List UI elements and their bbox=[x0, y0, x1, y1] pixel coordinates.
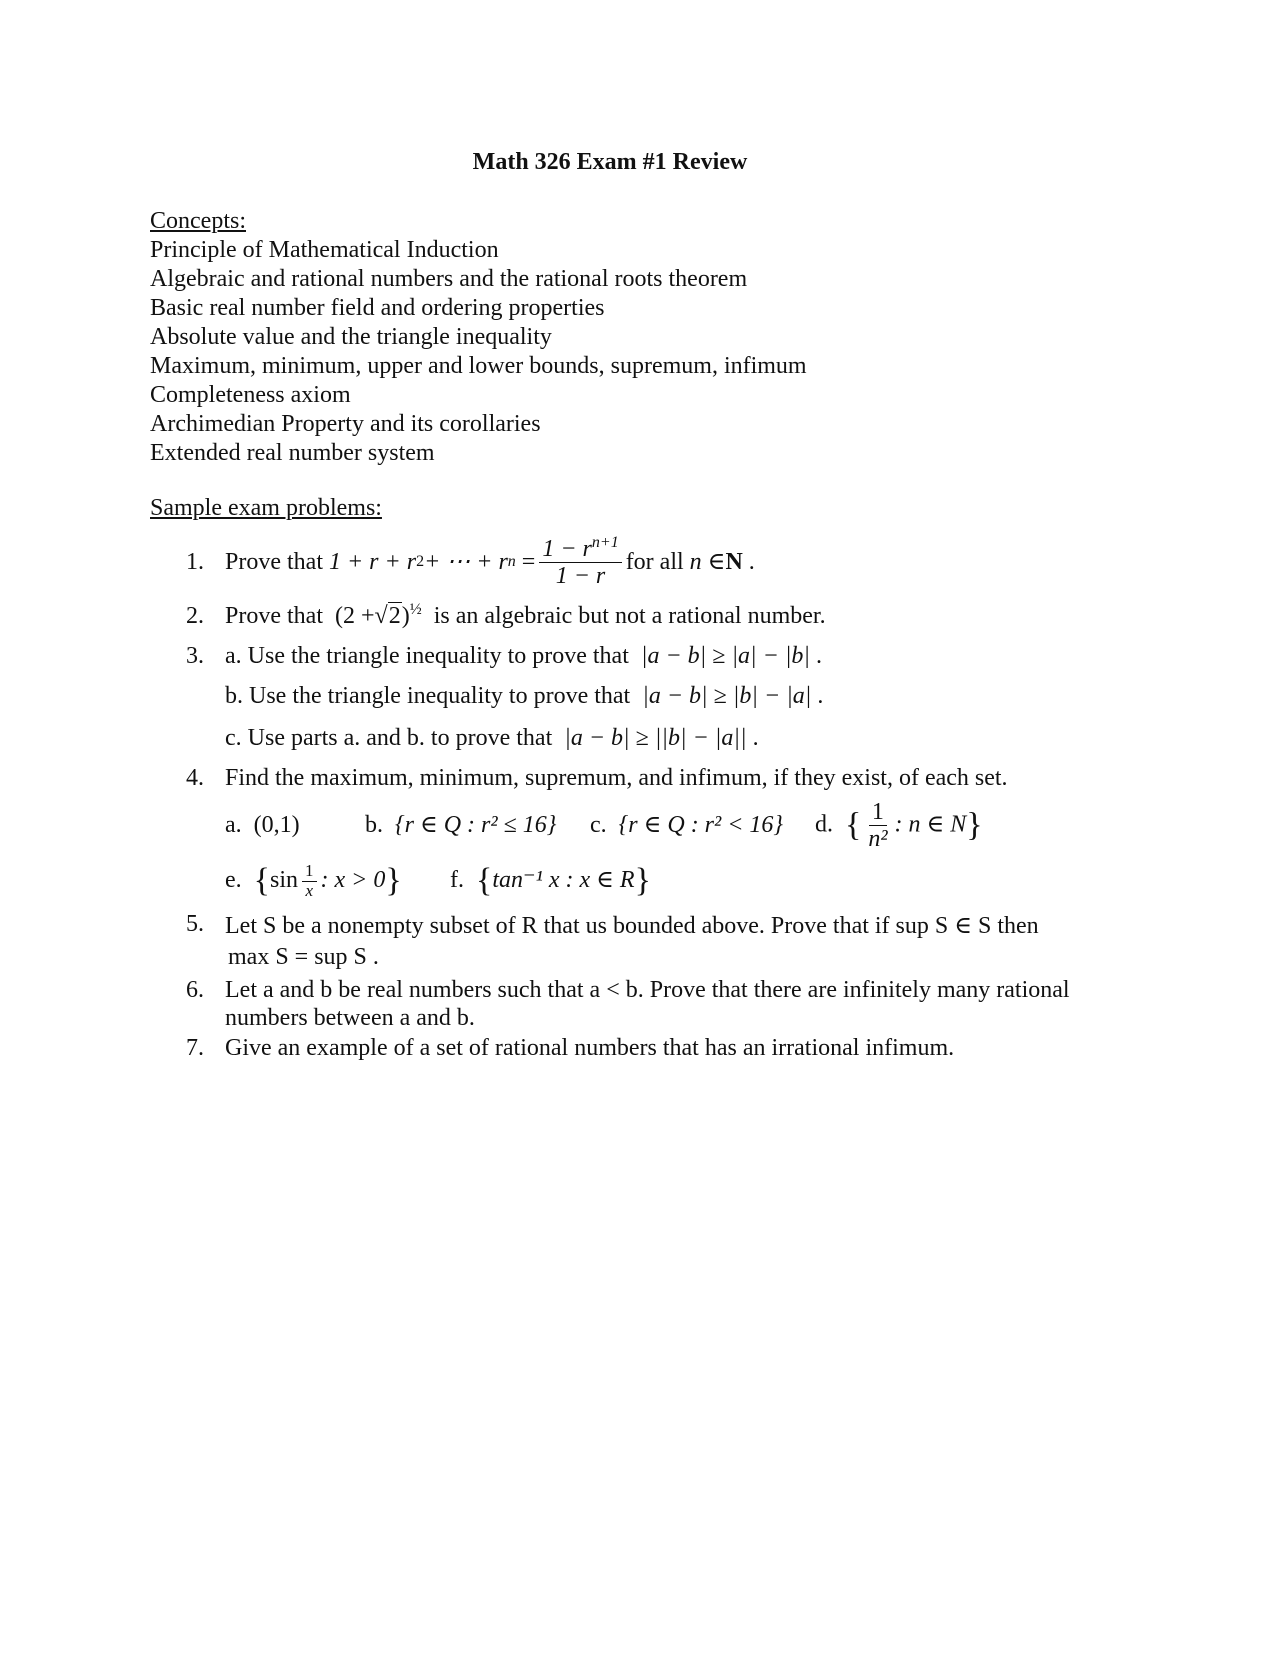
p4-d-den: n² bbox=[868, 825, 888, 852]
problem-number: 6. bbox=[186, 977, 204, 1004]
p4-b-label: b. bbox=[365, 811, 383, 838]
problem-number: 4. bbox=[186, 765, 204, 792]
p4-b-expr: {r ∈ Q : r² ≤ 16} bbox=[395, 811, 557, 838]
concept-item: Archimedian Property and its corollaries bbox=[150, 410, 541, 437]
p4-e-num: 1 bbox=[302, 862, 317, 882]
p4-part-a bbox=[225, 811, 365, 840]
concept-item: Maximum, minimum, upper and lower bounds, supremum, infimum bbox=[150, 352, 807, 379]
problem-number: 5. bbox=[186, 911, 204, 938]
problem-number: 3. bbox=[186, 643, 204, 670]
p2-prefix: Prove that bbox=[225, 603, 323, 630]
p4-d-rest: : n ∈ N bbox=[894, 810, 967, 837]
problem-number: 2. bbox=[186, 603, 204, 630]
p2-exp: ½ bbox=[409, 601, 422, 619]
concepts-heading: Concepts: bbox=[150, 207, 246, 234]
concept-item: Extended real number system bbox=[150, 439, 435, 466]
document-page bbox=[150, 148, 1150, 1062]
problem-number: 1. bbox=[186, 549, 204, 576]
p4-d-fraction bbox=[865, 799, 890, 853]
p4-text: Find the maximum, minimum, supremum, and infimum, if they exist, of each set. bbox=[225, 765, 1008, 792]
p2-suffix: is an algebraic but not a rational number. bbox=[433, 603, 826, 630]
p4-c-label: c. bbox=[590, 811, 607, 838]
problems-heading: Sample exam problems: bbox=[150, 494, 382, 521]
p4-row-2 bbox=[225, 856, 1150, 906]
p3-c-expr: |a − b| ≥ ||b| − |a|| bbox=[564, 725, 747, 752]
p4-a-label: a. bbox=[225, 811, 242, 838]
p3-part-b bbox=[225, 682, 1150, 724]
problem-3 bbox=[150, 642, 1150, 764]
concept-item: Basic real number field and ordering properties bbox=[150, 294, 605, 321]
p4-d-num: 1 bbox=[869, 799, 887, 826]
concept-item: Principle of Mathematical Induction bbox=[150, 236, 499, 263]
problems-list bbox=[150, 530, 1150, 1062]
p4-f-label: f. bbox=[450, 866, 464, 893]
p4-f-expr: tan⁻¹ x : x ∈ R bbox=[492, 866, 635, 893]
p4-e-pre: sin bbox=[269, 866, 298, 893]
p4-e-den: x bbox=[305, 880, 314, 900]
p3-c-text: c. Use parts a. and b. to prove that bbox=[225, 725, 553, 752]
problem-2: 2. Prove that $(2 +√2)^{\frac{1}{2}}$ is an algebraic but not a rational number. bbox=[186, 601, 826, 630]
p3-b-expr: |a − b| ≥ |b| − |a| bbox=[642, 683, 812, 710]
p4-e-fraction bbox=[302, 862, 317, 900]
p4-part-f: f. {tan⁻¹ x : x ∈ R} bbox=[450, 861, 651, 899]
problem-5 bbox=[150, 910, 1150, 972]
problem-1: 1. Prove that 1 + r + r 2 + ⋯ + r n = $\frac{1 - r^{n+1}}{1 - r}$ for all n ∈ N . bbox=[186, 533, 755, 589]
p3-a-expr: |a − b| ≥ |a| − |b| bbox=[640, 643, 811, 670]
p1-eq: = bbox=[521, 548, 536, 575]
p5-line-2: max S = sup S . bbox=[228, 944, 379, 971]
problem-6 bbox=[150, 976, 1150, 1032]
p1-suffix: for all bbox=[625, 548, 684, 575]
p1-frac-top-exp: n+1 bbox=[591, 533, 619, 551]
p1-prefix: Prove that bbox=[225, 548, 323, 575]
p1-frac-bot: 1 − r bbox=[555, 562, 606, 589]
p7-text: Give an example of a set of rational numbers that has an irrational infimum. bbox=[225, 1035, 955, 1062]
p4-e-label: e. bbox=[225, 866, 242, 893]
p2-expr-open: (2 + bbox=[334, 603, 375, 630]
p1-frac-top: 1 − r bbox=[542, 535, 592, 562]
p4-a-expr: (0,1) bbox=[253, 811, 300, 838]
concept-item: Absolute value and the triangle inequality bbox=[150, 323, 552, 350]
p2-sqrt: 2 bbox=[388, 603, 401, 630]
p4-d-label: d. bbox=[815, 810, 833, 837]
p1-lhs: 1 + r + r bbox=[328, 548, 417, 575]
p4-e-rest: : x > 0 bbox=[320, 866, 386, 893]
p4-c-expr: {r ∈ Q : r² < 16} bbox=[618, 811, 784, 838]
concept-item: Completeness axiom bbox=[150, 381, 351, 408]
p4-part-e: e. {sin $\frac{1}{x}$ : x > 0} bbox=[225, 861, 402, 900]
p5-line-1: Let S be a nonempty subset of R that us bounded above. Prove that if sup S ∈ S then bbox=[225, 913, 1039, 940]
p3-b-end: . bbox=[817, 683, 824, 710]
p2-expr-close: ) bbox=[401, 603, 410, 630]
page-title: Math 326 Exam #1 Review bbox=[472, 149, 748, 175]
p4-row-1 bbox=[225, 794, 1150, 856]
p4-part-c bbox=[590, 811, 815, 840]
p1-lhs-mid: + ⋯ + r bbox=[424, 548, 508, 575]
problem-7 bbox=[150, 1034, 1150, 1062]
concept-item: Algebraic and rational numbers and the rational roots theorem bbox=[150, 265, 748, 292]
problem-4 bbox=[150, 764, 1150, 906]
problem-number: 7. bbox=[186, 1035, 204, 1062]
p3-a-text: a. Use the triangle inequality to prove that bbox=[225, 643, 629, 670]
p3-part-c bbox=[225, 724, 1150, 764]
p3-a-end: . bbox=[816, 643, 823, 670]
p4-part-d: d. { $\frac{1}{\text{n²}}$ : n ∈ N} bbox=[815, 798, 983, 852]
p6-text: Let a and b be real numbers such that a < b. Prove that there are infinitely many rational numbers between a and b. bbox=[225, 977, 1070, 1032]
p3-c-end: . bbox=[752, 725, 759, 752]
p1-cond-bold: N bbox=[725, 548, 743, 575]
p1-cond: n ∈ bbox=[689, 548, 726, 575]
p4-part-b bbox=[365, 811, 590, 840]
p1-end: . bbox=[748, 548, 755, 575]
p3-b-text: b. Use the triangle inequality to prove that bbox=[225, 683, 631, 710]
concepts-list bbox=[150, 236, 1150, 468]
p1-fraction bbox=[539, 533, 621, 590]
p3-part-a bbox=[225, 642, 1150, 682]
